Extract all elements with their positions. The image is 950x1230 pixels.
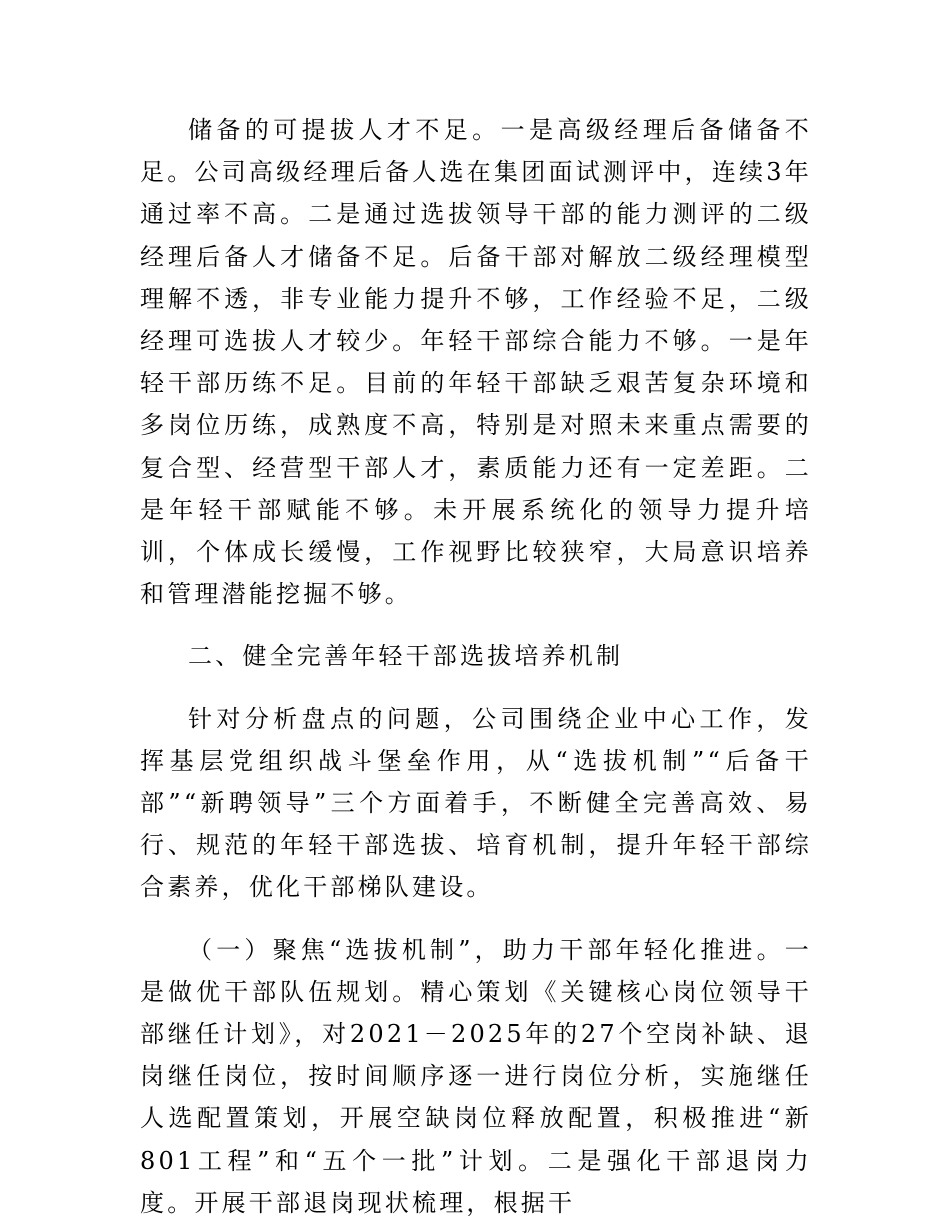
body-paragraph-1: 储备的可提拔人才不足。一是高级经理后备储备不足。公司高级经理后备人选在集团面试测评中，连续3年通过率不高。二是通过选拔领导干部的能力测评的二级经理后备人才储备不足。后备干部对解放二级经理模型理解不透，非专业能力提升不够，工作经验不足，二级经理可选拔人才较少。年轻干部综合能力不够。一是年轻干部历练不足。目前的年轻干部缺乏艰苦复杂环境和多岗位历练，成熟度不高，特别是对照未来重点需要的复合型、经营型干部人才，素质能力还有一定差距。二是年轻干部赋能不够。未开展系统化的领导力提升培训，个体成长缓慢，工作视野比较狭窄，大局意识培养和管理潜能挖掘不够。 [140, 116, 812, 609]
body-paragraph-2: 针对分析盘点的问题，公司围绕企业中心工作，发挥基层党组织战斗堡垒作用，从“选拔机制”“后备干部”“新聘领导”三个方面着手，不断健全完善高效、易行、规范的年轻干部选拔、培育机制，提升年轻干部综合素养，优化干部梯队建设。 [140, 704, 812, 902]
section-heading: 二、健全完善年轻干部选拔培养机制 [188, 642, 624, 671]
document-page [140, 109, 812, 1224]
body-paragraph-3: （一）聚焦“选拔机制”，助力干部年轻化推进。一是做优干部队伍规划。精心策划《关键核心岗位领导干部继任计划》，对2021－2025年的27个空岗补缺、退岗继任岗位，按时间顺序逐一进行岗位分析，实施继任人选配置策划，开展空缺岗位释放配置，积极推进“新801工程”和“五个一批”计划。二是强化干部退岗力度。开展干部退岗现状梳理，根据干 [140, 935, 812, 1217]
